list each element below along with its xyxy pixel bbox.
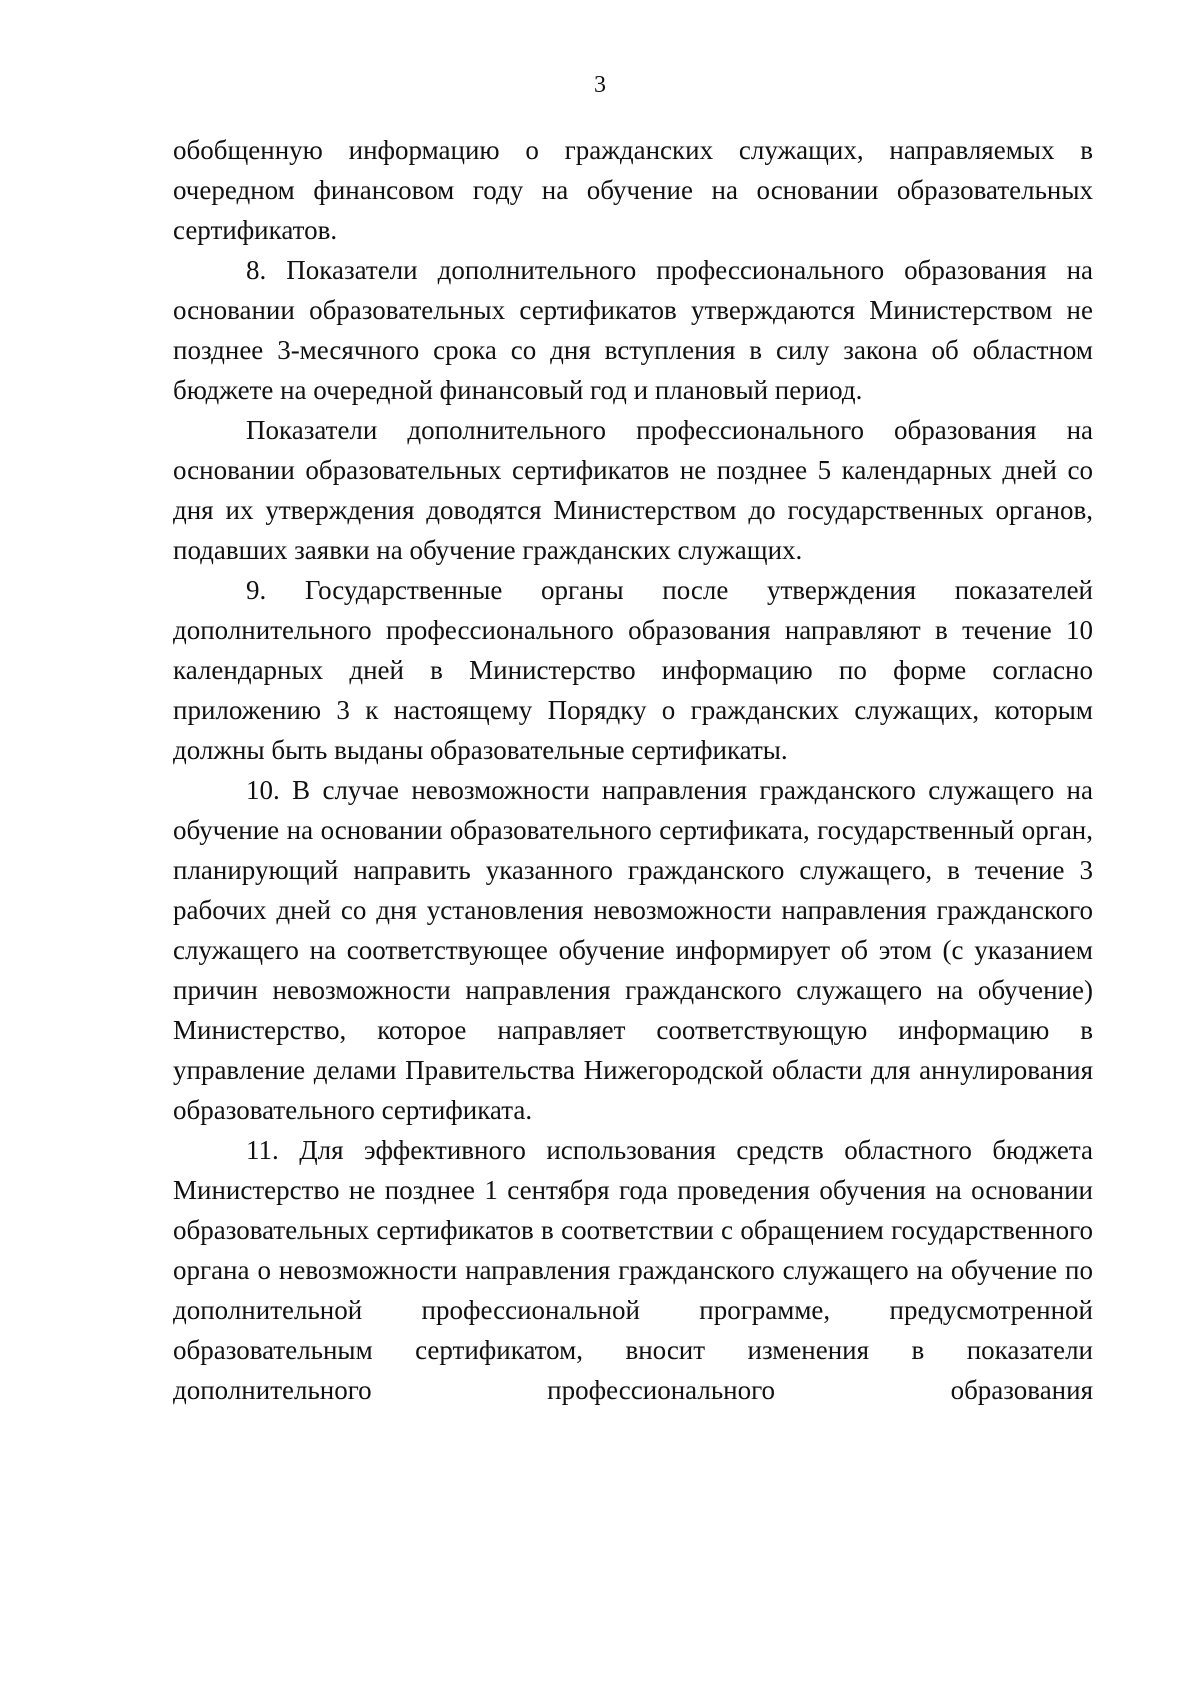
document-body	[173, 130, 1093, 1410]
paragraph-item-11: 11. Для эффективного использования средств областного бюджета Министерство не позднее 1 сентября года проведения обучения на основании образовательных сертификатов в соответствии с обращением государственного органа о невозможности направления гражданского служащего на обучение по дополнительной профессиональной программе, предусмотренной образовательным сертификатом, вносит изменения в показатели дополнительного профессионального образования	[173, 1135, 1093, 1405]
paragraph-continuation: обобщенную информацию о гражданских служащих, направляемых в очередном финансовом году на обучение на основании образовательных сертификатов.	[173, 135, 1093, 245]
paragraph-item-8-part-2: Показатели дополнительного профессионального образования на основании образовательных сертификатов не позднее 5 календарных дней со дня их утверждения доводятся Министерством до государственных органов, подавших заявки на обучение гражданских служащих.	[173, 415, 1093, 565]
paragraph-item-8: 8. Показатели дополнительного профессионального образования на основании образовательных сертификатов утверждаются Министерством не позднее 3-месячного срока со дня вступления в силу закона об областном бюджете на очередной финансовый год и плановый период.	[173, 255, 1093, 405]
paragraph-item-9: 9. Государственные органы после утверждения показателей дополнительного профессионального образования направляют в течение 10 календарных дней в Министерство информацию по форме согласно приложению 3 к настоящему Порядку о гражданских служащих, которым должны быть выданы образовательные сертификаты.	[173, 575, 1093, 765]
page-number: 3	[594, 72, 606, 98]
paragraph-item-10: 10. В случае невозможности направления гражданского служащего на обучение на основании образовательного сертификата, государственный орган, планирующий направить указанного гражданского служащего, в течение 3 рабочих дней со дня установления невозможности направления гражданского служащего на соответствующее обучение информирует об этом (с указанием причин невозможности направления гражданского служащего на обучение) Министерство, которое направляет соответствующую информацию в управление делами Правительства Нижегородской области для аннулирования образовательного сертификата.	[173, 775, 1093, 1125]
